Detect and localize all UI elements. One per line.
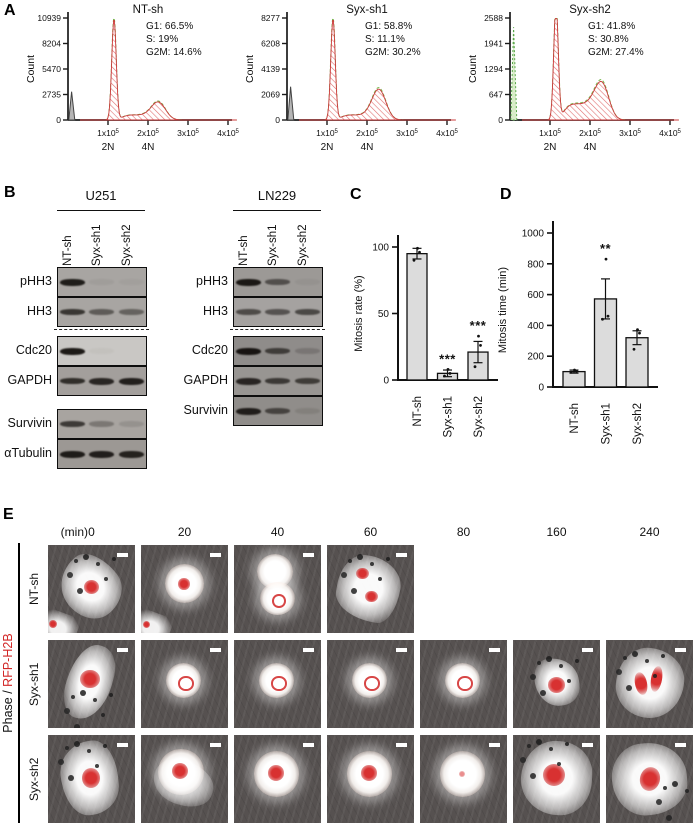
lane-label: Syx-sh1: [91, 224, 104, 266]
cell-line-header: LN229: [257, 188, 297, 203]
rfp-h2b-nucleus: [271, 676, 286, 691]
protein-band: [265, 279, 290, 285]
sample-divider-dashed: [54, 329, 149, 330]
svg-text:1294: 1294: [484, 64, 503, 74]
protein-band: [119, 378, 144, 385]
svg-text:1x105: $1x10^5$: [539, 128, 561, 138]
svg-text:600: 600: [527, 290, 544, 302]
cell-corner: [141, 606, 175, 633]
timepoint-label: 240: [639, 525, 660, 539]
svg-text:G1: 41.8%: G1: 41.8%: [588, 21, 636, 32]
scale-bar: [582, 743, 593, 747]
cell-body: [148, 753, 220, 814]
rfp-h2b-nucleus: [364, 676, 379, 691]
svg-text:2069: 2069: [261, 89, 280, 100]
svg-text:Syx-sh2: Syx-sh2: [569, 4, 611, 16]
svg-text:1000: 1000: [521, 228, 544, 240]
svg-text:0: 0: [383, 375, 389, 387]
blot-strip-HH3: [233, 297, 323, 327]
lane-label: Syx-sh2: [120, 224, 133, 266]
svg-text:S: 19%: S: 19%: [146, 34, 179, 45]
svg-text:2N: 2N: [101, 142, 115, 153]
scale-bar: [210, 553, 221, 557]
lane-label: Syx-sh2: [296, 224, 309, 266]
micrograph: [513, 640, 600, 728]
micrograph: [141, 545, 228, 633]
svg-text:G2M: 30.2%: G2M: 30.2%: [365, 47, 421, 58]
micrograph: [48, 545, 135, 633]
scale-bar: [675, 743, 686, 747]
micrograph: [513, 735, 600, 823]
svg-text:Count: Count: [467, 54, 479, 84]
svg-text:647: 647: [488, 89, 503, 100]
blot-target-label: Survivin: [7, 416, 52, 430]
row-label-Syx-sh1: Syx-sh1: [27, 662, 41, 706]
protein-band: [236, 408, 261, 415]
scale-bar: [396, 743, 407, 747]
svg-text:2N: 2N: [320, 142, 334, 153]
rfp-h2b-nucleus: [361, 765, 378, 781]
svg-text:NT-sh: NT-sh: [132, 4, 164, 16]
svg-text:1x105: $1x10^5$: [316, 128, 338, 138]
svg-text:***: ***: [439, 351, 456, 367]
protein-band: [236, 348, 261, 355]
svg-text:Syx-sh1: Syx-sh1: [442, 396, 455, 438]
micrograph: [606, 735, 693, 823]
micrograph: [606, 640, 693, 728]
scale-bar: [489, 743, 500, 747]
svg-text:NT-sh: NT-sh: [569, 403, 581, 434]
protein-band: [60, 421, 85, 427]
svg-text:1x105: $1x10^5$: [97, 128, 119, 138]
cell-line-header: U251: [85, 188, 117, 203]
flow-histogram-Syx-sh2: [466, 2, 682, 158]
rfp-h2b-nucleus: [548, 677, 565, 693]
svg-text:G2M: 14.6%: G2M: 14.6%: [146, 47, 202, 58]
svg-text:2588: 2588: [484, 13, 503, 23]
svg-text:6208: 6208: [261, 38, 280, 49]
protein-band: [89, 451, 114, 458]
timepoint-label: 20: [177, 525, 192, 539]
row-label-Syx-sh2: Syx-sh2: [27, 757, 41, 801]
rfp-h2b-nucleus: [178, 578, 189, 589]
micrograph: [48, 640, 135, 728]
svg-text:1941: 1941: [484, 38, 503, 49]
timepoint-label: 0: [88, 525, 95, 539]
svg-text:8277: 8277: [261, 13, 280, 23]
scale-bar: [489, 648, 500, 652]
micrograph: [234, 545, 321, 633]
protein-band: [119, 279, 144, 285]
blot-strip-Cdc20: [233, 336, 323, 366]
blot-strip-Cdc20: [57, 336, 147, 366]
protein-band: [265, 309, 290, 315]
protein-band: [265, 378, 290, 384]
cell-debris: [527, 744, 531, 748]
blot-target-label: GAPDH: [7, 373, 52, 387]
protein-band: [119, 451, 144, 458]
blot-strip-Survivin: [233, 396, 323, 426]
protein-band: [89, 348, 114, 354]
svg-text:4x105: $4x10^5$: [217, 128, 239, 138]
scale-bar: [303, 553, 314, 557]
svg-text:Syx-sh2: Syx-sh2: [473, 396, 485, 438]
micrograph: [327, 640, 414, 728]
svg-text:50: 50: [377, 309, 389, 320]
svg-text:2x105: $2x10^5$: [137, 128, 159, 138]
blot-strip-GAPDH: [57, 366, 147, 396]
scale-bar: [117, 743, 128, 747]
bar-chart-panel-C: [348, 188, 500, 464]
svg-text:800: 800: [527, 259, 544, 271]
timepoint-label: 40: [270, 525, 285, 539]
panel-a-flow-cytometry: [0, 0, 700, 160]
protein-band: [60, 348, 85, 355]
rfp-h2b-nucleus: [49, 620, 57, 628]
svg-text:Mitosis time (min): Mitosis time (min): [497, 266, 509, 354]
lane-label: Syx-sh1: [267, 224, 280, 266]
blot-target-label: Cdc20: [15, 343, 52, 357]
cell-line-underline: [233, 210, 321, 211]
blot-strip-GAPDH: [233, 366, 323, 396]
svg-text:S: 11.1%: S: 11.1%: [365, 34, 405, 45]
blot-target-label: HH3: [26, 304, 52, 318]
svg-text:Count: Count: [25, 54, 37, 84]
micrograph: [420, 735, 507, 823]
protein-band: [60, 451, 85, 458]
cell-debris: [71, 695, 75, 699]
lane-label: NT-sh: [62, 235, 74, 266]
svg-text:4x105: $4x10^5$: [436, 128, 458, 138]
rfp-h2b-nucleus: [356, 568, 369, 579]
svg-text:0: 0: [56, 115, 61, 125]
blot-strip-pHH3: [233, 267, 323, 297]
svg-text:NT-sh: NT-sh: [412, 396, 424, 427]
svg-text:2x105: $2x10^5$: [579, 128, 601, 138]
svg-text:3x105: $3x10^5$: [619, 128, 641, 138]
cell-line-underline: [57, 210, 145, 211]
protein-band: [119, 309, 144, 315]
blot-strip-HH3: [57, 297, 147, 327]
svg-text:G2M: 27.4%: G2M: 27.4%: [588, 47, 644, 58]
svg-text:4N: 4N: [583, 142, 597, 153]
timepoint-label: 60: [363, 525, 378, 539]
svg-text:G1: 58.8%: G1: 58.8%: [365, 21, 413, 32]
rfp-h2b-nucleus: [457, 676, 472, 691]
panel-e-label: E: [3, 506, 14, 523]
timepoint-label: 160: [546, 525, 567, 539]
svg-text:G1: 66.5%: G1: 66.5%: [146, 21, 194, 32]
svg-text:100: 100: [372, 242, 389, 254]
svg-text:***: ***: [469, 318, 487, 334]
svg-text:3x105: $3x10^5$: [177, 128, 199, 138]
scale-bar: [117, 553, 128, 557]
protein-band: [295, 279, 320, 285]
rfp-h2b-nucleus: [172, 763, 188, 779]
bar-chart-panel-D: [492, 188, 700, 464]
rfp-h2b-nucleus: [82, 768, 100, 788]
protein-band: [89, 309, 114, 315]
scale-bar: [396, 553, 407, 557]
panel-c-label: C: [350, 186, 362, 203]
svg-text:2N: 2N: [543, 142, 557, 153]
svg-text:2x105: $2x10^5$: [356, 128, 378, 138]
protein-band: [265, 348, 290, 354]
svg-text:Syx-sh1: Syx-sh1: [600, 403, 613, 445]
protein-band: [119, 421, 144, 427]
svg-text:Count: Count: [244, 54, 256, 84]
protein-band: [60, 378, 85, 384]
panel-b-label: B: [4, 184, 16, 201]
phase-channel-label: Phase /: [1, 686, 15, 733]
scale-bar: [210, 743, 221, 747]
blot-target-label: GAPDH: [183, 373, 228, 387]
time-axis-unit-label: (min): [60, 525, 88, 539]
scale-bar: [582, 648, 593, 652]
svg-text:S: 30.8%: S: 30.8%: [588, 34, 629, 45]
svg-text:10939: 10939: [37, 13, 61, 23]
scale-bar: [303, 743, 314, 747]
svg-text:5470: 5470: [42, 64, 61, 74]
micrograph: [141, 735, 228, 823]
micrograph: [234, 735, 321, 823]
svg-text:0: 0: [275, 115, 280, 125]
micrograph: [141, 640, 228, 728]
svg-text:200: 200: [527, 351, 544, 363]
flow-histogram-Syx-sh1: [243, 2, 459, 158]
micrograph: [48, 735, 135, 823]
cell-debris: [65, 746, 69, 750]
svg-text:4139: 4139: [261, 64, 280, 74]
sample-divider-dashed: [230, 329, 325, 330]
protein-band: [89, 279, 114, 285]
svg-text:**: **: [599, 241, 612, 257]
protein-band: [236, 378, 261, 385]
svg-text:Mitosis rate (%): Mitosis rate (%): [353, 275, 365, 352]
blot-target-label: HH3: [202, 304, 228, 318]
scale-bar: [117, 648, 128, 652]
protein-band: [60, 309, 85, 315]
rfp-h2b-nucleus: [268, 765, 285, 781]
svg-text:Syx-sh1: Syx-sh1: [346, 4, 388, 16]
blot-target-label: Survivin: [183, 403, 228, 417]
blot-strip-pHH3: [57, 267, 147, 297]
protein-band: [60, 279, 85, 286]
micrograph: [327, 545, 414, 633]
blot-target-label: Cdc20: [191, 343, 228, 357]
protein-band: [295, 309, 320, 315]
svg-text:4x105: $4x10^5$: [659, 128, 681, 138]
lane-label: NT-sh: [238, 235, 250, 266]
rfp-h2b-nucleus: [272, 594, 286, 608]
protein-band: [295, 378, 320, 384]
scale-bar: [303, 648, 314, 652]
svg-text:0: 0: [498, 115, 503, 125]
rfp-h2b-nucleus: [143, 621, 150, 628]
svg-text:400: 400: [527, 320, 544, 332]
micrograph: [234, 640, 321, 728]
protein-band: [236, 279, 261, 286]
protein-band: [89, 421, 114, 427]
protein-band: [265, 408, 290, 414]
panel-d-label: D: [500, 186, 512, 203]
protein-band: [295, 348, 320, 354]
row-group-bracket: [18, 543, 20, 823]
cell-body: [332, 551, 405, 626]
row-label-NT-sh: NT-sh: [27, 573, 41, 606]
blot-strip-Survivin: [57, 409, 147, 439]
scale-bar: [210, 648, 221, 652]
protein-band: [295, 408, 320, 414]
rfp-h2b-channel-label: RFP-H2B: [1, 633, 15, 687]
svg-text:4N: 4N: [141, 142, 155, 153]
flow-histogram-NT-sh: [24, 2, 240, 158]
svg-text:3x105: $3x10^5$: [396, 128, 418, 138]
rfp-h2b-nucleus: [178, 676, 193, 691]
scale-bar: [396, 648, 407, 652]
timepoint-label: 80: [456, 525, 471, 539]
protein-band: [89, 378, 114, 385]
svg-text:2735: 2735: [42, 89, 61, 100]
svg-text:4N: 4N: [360, 142, 374, 153]
panel-a-label: A: [4, 2, 16, 19]
blot-target-label: pHH3: [20, 274, 52, 288]
cell-debris: [348, 559, 352, 563]
micrograph: [420, 640, 507, 728]
scale-bar: [675, 648, 686, 652]
panel-e-live-imaging: [0, 505, 700, 826]
micrograph: [327, 735, 414, 823]
overlay-channel-label: [1, 603, 15, 763]
blot-target-label: pHH3: [196, 274, 228, 288]
svg-text:Syx-sh2: Syx-sh2: [632, 403, 644, 445]
protein-band: [236, 309, 261, 315]
blot-strip-αTubulin: [57, 439, 147, 469]
blot-target-label: αTubulin: [4, 446, 52, 460]
svg-text:0: 0: [538, 382, 544, 394]
svg-text:8204: 8204: [42, 38, 61, 49]
